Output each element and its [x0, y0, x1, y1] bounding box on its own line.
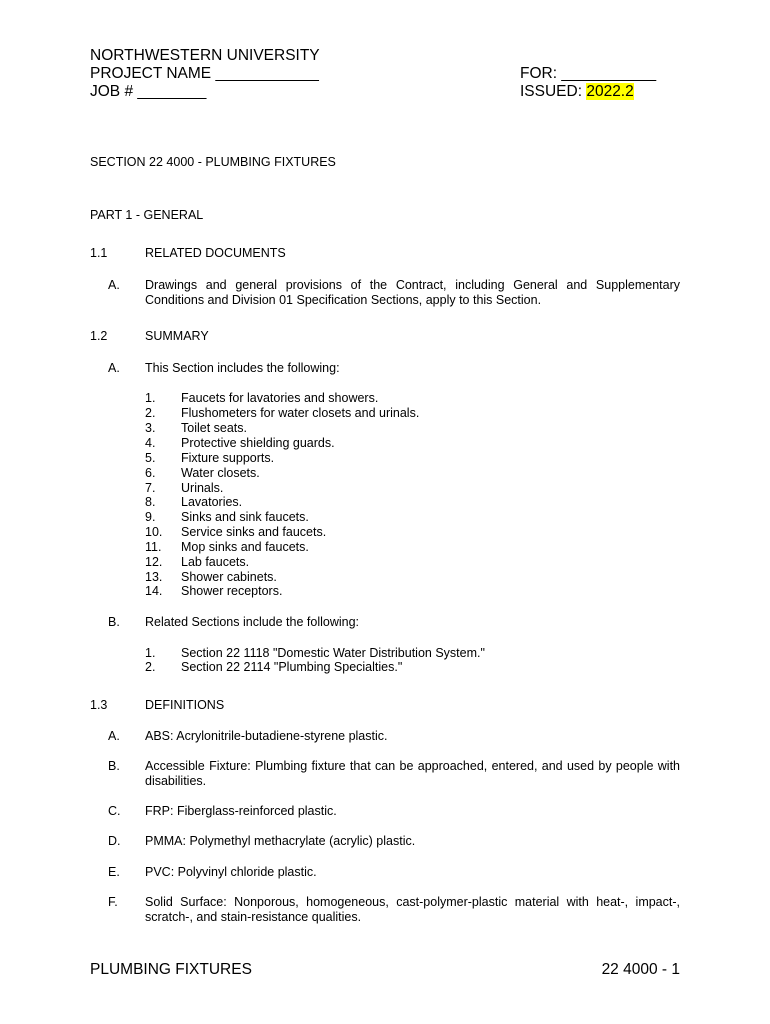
- paragraph-letter: E.: [108, 865, 120, 879]
- article-number: 1.2: [90, 329, 108, 343]
- definition-text: PMMA: Polymethyl methacrylate (acrylic) plastic.: [145, 834, 416, 848]
- list-item: Shower cabinets.: [181, 570, 277, 584]
- list-item: Mop sinks and faucets.: [181, 540, 309, 554]
- footer-left: PLUMBING FIXTURES: [90, 961, 252, 978]
- list-item: Protective shielding guards.: [181, 436, 335, 450]
- list-item-number: 7.: [145, 481, 156, 495]
- definition-text: disabilities.: [145, 774, 207, 788]
- header-for: FOR: ___________: [520, 65, 657, 82]
- list-item: Urinals.: [181, 481, 224, 495]
- paragraph-text-line: Conditions and Division 01 Specification Sections, apply to this Section.: [145, 293, 542, 307]
- list-item: Water closets.: [181, 466, 260, 480]
- issued-label: ISSUED:: [520, 83, 587, 100]
- list-item: Flushometers for water closets and urinals.: [181, 406, 420, 420]
- list-item: Lavatories.: [181, 495, 243, 509]
- list-item-number: 11.: [145, 540, 162, 554]
- header-project-name: PROJECT NAME ____________: [90, 65, 319, 82]
- definition-text: FRP: Fiberglass-reinforced plastic.: [145, 804, 337, 818]
- list-item: Service sinks and faucets.: [181, 525, 327, 539]
- list-item-number: 1.: [145, 646, 156, 660]
- list-item-number: 8.: [145, 495, 156, 509]
- list-item-number: 4.: [145, 436, 156, 450]
- list-item-number: 2.: [145, 660, 156, 674]
- paragraph-letter: D.: [108, 834, 121, 848]
- list-item: Toilet seats.: [181, 421, 248, 435]
- article-number: 1.3: [90, 698, 108, 712]
- paragraph-letter: A.: [108, 361, 120, 375]
- list-item-number: 6.: [145, 466, 156, 480]
- list-item-number: 14.: [145, 584, 163, 598]
- part-heading: PART 1 - GENERAL: [90, 208, 204, 222]
- article-number: 1.1: [90, 246, 108, 260]
- list-item: Lab faucets.: [181, 555, 250, 569]
- definition-text: Accessible Fixture: Plumbing fixture that can be approached, entered, and used by people with: [145, 759, 680, 773]
- list-item-number: 9.: [145, 510, 156, 524]
- list-item-number: 2.: [145, 406, 156, 420]
- list-item: Fixture supports.: [181, 451, 275, 465]
- list-item: Faucets for lavatories and showers.: [181, 391, 379, 405]
- list-item-number: 12.: [145, 555, 163, 569]
- paragraph-letter: F.: [108, 895, 118, 909]
- list-item: Section 22 2114 "Plumbing Specialties.": [181, 660, 403, 674]
- article-title: RELATED DOCUMENTS: [145, 246, 286, 260]
- list-item-number: 1.: [145, 391, 156, 405]
- list-item: Shower receptors.: [181, 584, 283, 598]
- list-item-number: 13.: [145, 570, 163, 584]
- paragraph-letter: B.: [108, 615, 120, 629]
- header-issued: [520, 83, 634, 101]
- paragraph-letter: C.: [108, 804, 121, 818]
- footer-page-number: 22 4000 - 1: [601, 961, 680, 978]
- definition-text: Solid Surface: Nonporous, homogeneous, cast-polymer-plastic material with heat-, impact-,: [145, 895, 680, 909]
- issued-value: 2022.2: [586, 83, 634, 100]
- definition-text: scratch-, and stain-resistance qualities.: [145, 910, 362, 924]
- paragraph-letter: B.: [108, 759, 120, 773]
- paragraph-text-line: Drawings and general provisions of the Contract, including General and Supplementary: [145, 278, 680, 292]
- article-title: SUMMARY: [145, 329, 209, 343]
- list-item: Section 22 1118 "Domestic Water Distribution System.": [181, 646, 485, 660]
- list-item-number: 3.: [145, 421, 156, 435]
- header-job: JOB # ________: [90, 83, 207, 100]
- section-title: SECTION 22 4000 - PLUMBING FIXTURES: [90, 155, 336, 169]
- definition-text: ABS: Acrylonitrile-butadiene-styrene plastic.: [145, 729, 388, 743]
- list-item: Sinks and sink faucets.: [181, 510, 309, 524]
- header-university: NORTHWESTERN UNIVERSITY: [90, 47, 320, 64]
- paragraph-letter: A.: [108, 729, 120, 743]
- list-item-number: 5.: [145, 451, 156, 465]
- paragraph-text: Related Sections include the following:: [145, 615, 360, 629]
- paragraph-letter: A.: [108, 278, 120, 292]
- definition-text: PVC: Polyvinyl chloride plastic.: [145, 865, 317, 879]
- article-title: DEFINITIONS: [145, 698, 225, 712]
- list-item-number: 10.: [145, 525, 163, 539]
- paragraph-text: This Section includes the following:: [145, 361, 340, 375]
